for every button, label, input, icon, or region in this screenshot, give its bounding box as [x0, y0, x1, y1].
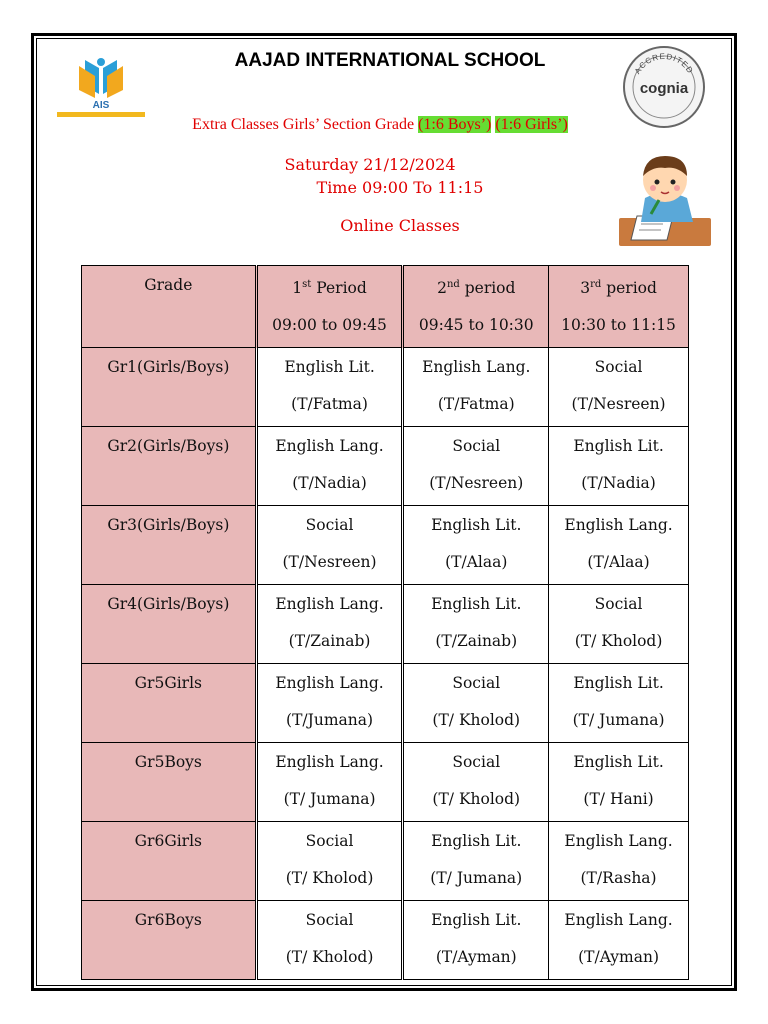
teacher-label: (T/ Jumana)	[572, 711, 665, 730]
period-cell	[403, 901, 549, 980]
column-header-grade: Grade	[82, 266, 257, 348]
teacher-label: (T/Nesreen)	[429, 474, 524, 493]
grade-cell: Gr5Girls	[82, 664, 257, 743]
period-cell	[549, 822, 689, 901]
table-row	[82, 427, 689, 506]
subtitle-prefix: Extra Classes Girls’ Section Grade	[192, 116, 419, 133]
grade-cell: Gr6Girls	[82, 822, 257, 901]
period-cell	[549, 348, 689, 427]
period-cell	[256, 743, 403, 822]
subtitle-girls-badge: (1:6 Girls’)	[495, 116, 568, 133]
table-header-row	[82, 266, 689, 348]
period-cell	[549, 901, 689, 980]
teacher-label: (T/Fatma)	[291, 395, 368, 414]
grade-cell: Gr5Boys	[82, 743, 257, 822]
subject-label: English Lit.	[431, 516, 522, 535]
subject-label: Social	[305, 832, 354, 851]
teacher-label: (T/ Kholod)	[432, 711, 521, 730]
teacher-label: (T/ Kholod)	[285, 948, 374, 967]
period-cell	[256, 585, 403, 664]
subject-label: Social	[452, 437, 501, 456]
subject-label: Social	[305, 911, 354, 930]
subject-label: Social	[594, 358, 643, 377]
column-header-period-3: 3rd period 10:30 to 11:15	[549, 266, 689, 348]
teacher-label: (T/Ayman)	[435, 948, 517, 967]
subject-label: English Lang.	[564, 911, 673, 930]
teacher-label: (T/Nadia)	[292, 474, 367, 493]
period-cell	[403, 348, 549, 427]
teacher-label: (T/ Kholod)	[574, 632, 663, 651]
subject-label: English Lang.	[275, 437, 384, 456]
teacher-label: (T/Ayman)	[578, 948, 660, 967]
subject-label: Social	[594, 595, 643, 614]
teacher-label: (T/Fatma)	[437, 395, 515, 414]
teacher-label: (T/Jumana)	[286, 711, 374, 730]
period-cell	[256, 901, 403, 980]
teacher-label: (T/Rasha)	[580, 869, 657, 888]
period-cell	[403, 743, 549, 822]
schedule-table	[81, 265, 689, 980]
student-illustration-icon	[615, 148, 715, 250]
teacher-label: (T/Nesreen)	[282, 553, 377, 572]
teacher-label: (T/Zainab)	[435, 632, 518, 651]
period-cell	[549, 743, 689, 822]
subject-label: English Lit.	[573, 753, 664, 772]
teacher-label: (T/ Hani)	[583, 790, 654, 809]
subject-label: Social	[452, 753, 501, 772]
period-cell	[403, 585, 549, 664]
subject-label: English Lit.	[431, 832, 522, 851]
section-subtitle	[100, 116, 660, 134]
period-cell	[403, 506, 549, 585]
table-row	[82, 664, 689, 743]
subject-label: English Lit.	[573, 674, 664, 693]
class-mode: Online Classes	[340, 216, 460, 235]
period-cell	[549, 585, 689, 664]
table-row	[82, 901, 689, 980]
table-row	[82, 348, 689, 427]
teacher-label: (T/ Jumana)	[283, 790, 376, 809]
teacher-label: (T/Zainab)	[288, 632, 371, 651]
seal-brand-text: cognia	[639, 80, 689, 97]
period-cell	[549, 427, 689, 506]
period-cell	[549, 664, 689, 743]
subtitle-boys-badge: (1:6 Boys’)	[418, 116, 492, 133]
subject-label: English Lit.	[573, 437, 664, 456]
period-cell	[256, 664, 403, 743]
subject-label: English Lang.	[275, 595, 384, 614]
table-row	[82, 822, 689, 901]
teacher-label: (T/Alaa)	[445, 553, 508, 572]
seal-top-text: ACCREDITED	[632, 51, 696, 76]
period-3-time: 10:30 to 11:15	[561, 316, 676, 335]
period-cell	[403, 664, 549, 743]
table-row	[82, 506, 689, 585]
period-cell	[403, 427, 549, 506]
period-cell	[256, 427, 403, 506]
subject-label: English Lang.	[564, 832, 673, 851]
subject-label: English Lit.	[431, 595, 522, 614]
subject-label: Social	[305, 516, 354, 535]
period-cell	[549, 506, 689, 585]
school-name: AAJAD INTERNATIONAL SCHOOL	[234, 50, 546, 71]
grade-cell: Gr1(Girls/Boys)	[82, 348, 257, 427]
teacher-label: (T/ Jumana)	[430, 869, 523, 888]
schedule-date: Saturday 21/12/2024	[284, 155, 456, 174]
period-cell	[403, 822, 549, 901]
grade-cell: Gr3(Girls/Boys)	[82, 506, 257, 585]
period-cell	[256, 348, 403, 427]
period-cell	[256, 506, 403, 585]
schedule-time: Time 09:00 To 11:15	[316, 178, 484, 197]
column-header-period-1: 1st Period 09:00 to 09:45	[256, 266, 403, 348]
subject-label: English Lit.	[431, 911, 522, 930]
logo-text: AIS	[92, 100, 110, 111]
period-2-time: 09:45 to 10:30	[418, 316, 534, 335]
teacher-label: (T/Alaa)	[587, 553, 650, 572]
subject-label: English Lit.	[284, 358, 375, 377]
subject-label: English Lang.	[564, 516, 673, 535]
table-row	[82, 585, 689, 664]
table-row	[82, 743, 689, 822]
teacher-label: (T/ Kholod)	[285, 869, 374, 888]
period-1-time: 09:00 to 09:45	[272, 316, 387, 335]
period-cell	[256, 822, 403, 901]
subject-label: English Lang.	[422, 358, 531, 377]
subject-label: English Lang.	[275, 753, 384, 772]
grade-cell: Gr6Boys	[82, 901, 257, 980]
school-logo-icon	[55, 50, 147, 120]
grade-cell: Gr4(Girls/Boys)	[82, 585, 257, 664]
subject-label: Social	[452, 674, 501, 693]
subject-label: English Lang.	[275, 674, 384, 693]
column-header-period-2: 2nd period 09:45 to 10:30	[403, 266, 549, 348]
teacher-label: (T/ Kholod)	[432, 790, 521, 809]
teacher-label: (T/Nadia)	[581, 474, 656, 493]
teacher-label: (T/Nesreen)	[571, 395, 666, 414]
grade-cell: Gr2(Girls/Boys)	[82, 427, 257, 506]
